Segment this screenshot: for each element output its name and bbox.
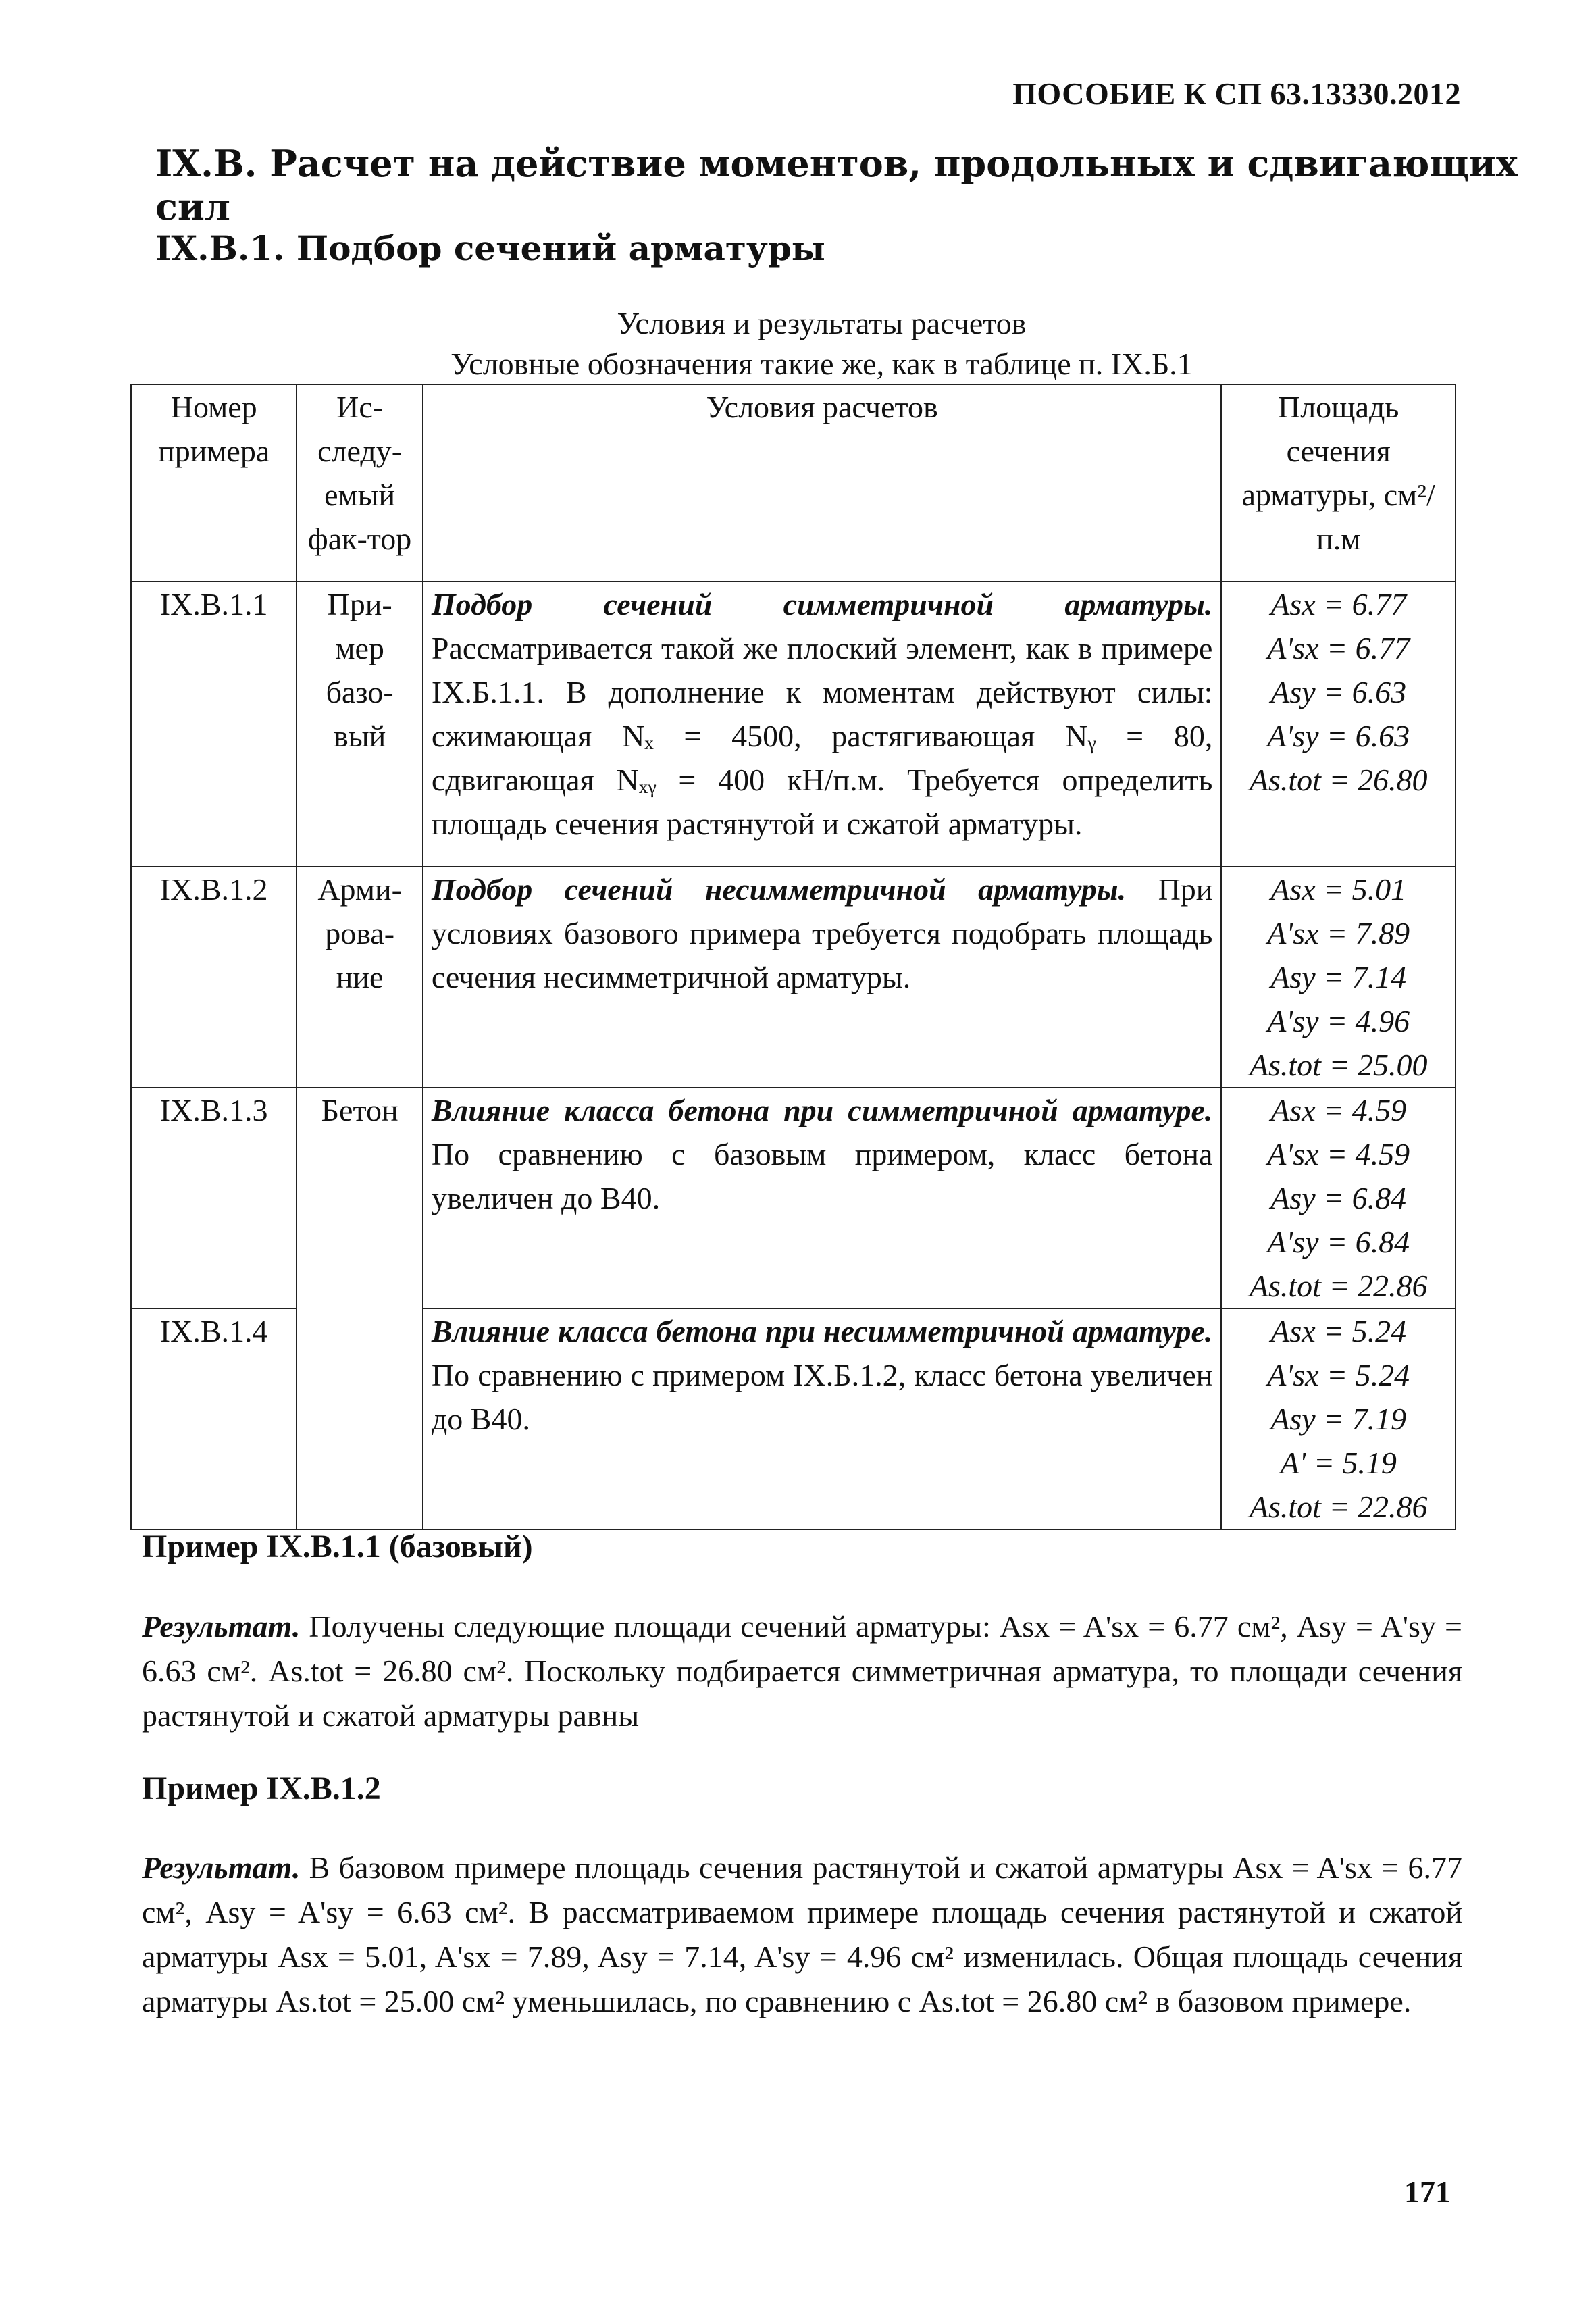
- result-value: A'sx = 5.24: [1267, 1358, 1410, 1392]
- results-cell: [1221, 1308, 1456, 1529]
- result-value: A'sx = 4.59: [1267, 1137, 1410, 1171]
- conditions-text: По сравнению с примером IX.Б.1.2, класс бетона увеличен до В40.: [431, 1358, 1213, 1436]
- example-id: IX.B.1.2: [131, 867, 297, 1088]
- conditions-text: По сравнению с базовым примером, класс бетона увеличен до В40.: [431, 1137, 1213, 1215]
- conditions-title: Подбор сечений симметричной арматуры.: [431, 587, 1213, 621]
- header-conditions: Условия расчетов: [423, 384, 1222, 582]
- table-note: [0, 346, 1596, 382]
- result-label: Результат.: [142, 1850, 301, 1885]
- table-caption-text: Условия и результаты расчетов: [617, 306, 1027, 340]
- result-value: Asx = 4.59: [1270, 1093, 1407, 1127]
- conditions-cell: [423, 1308, 1222, 1529]
- section-heading: IX.B. Расчет на действие моментов, продольных и сдвигающих сил: [155, 142, 1518, 228]
- table-note-text: Условные обозначения такие же, как в таблице п. IX.Б.1: [451, 347, 1193, 381]
- table-row: [131, 582, 1456, 867]
- factor-cell: При-мер базо-вый: [297, 582, 423, 867]
- conditions-title: Влияние класса бетона при несимметричной арматуре.: [431, 1314, 1213, 1348]
- result-value: As.tot = 22.86: [1249, 1490, 1428, 1524]
- factor-cell: Бетон: [297, 1088, 423, 1529]
- table-row: [131, 867, 1456, 1088]
- result-value: Asy = 6.63: [1270, 675, 1407, 709]
- conditions-text: При условиях базового примера требуется подобрать площадь сечения несимметричной арматуры.: [431, 872, 1213, 994]
- result-value: A' = 5.19: [1280, 1446, 1397, 1480]
- result-label: Результат.: [142, 1609, 301, 1644]
- table-header-row: [131, 384, 1456, 582]
- result-text: В базовом примере площадь сечения растянутой и сжатой арматуры Asx = A'sx = 6.77 см², Asy = A'sy = 6.63 см². В рассматриваемом примере площадь сечения растянутой и сжатой арматуры Asx = 5.01, A'sx = 7.89, Asy = 7.14, A'sy = 4.96 см² изменилась. Общая площадь сечения арматуры As.tot = 25.00 см² уменьшилась, по сравнению с As.tot = 26.80 см² в базовом примере.: [142, 1850, 1462, 2018]
- table-row: [131, 1088, 1456, 1308]
- result-value: Asy = 7.14: [1270, 960, 1407, 994]
- example-heading: Пример IX.B.1.1 (базовый): [142, 1529, 533, 1565]
- conditions-cell: [423, 582, 1222, 867]
- results-cell: [1221, 1088, 1456, 1308]
- conditions-text: Рассматривается такой же плоский элемент, как в примере IX.Б.1.1. В дополнение к моментам действуют силы: сжимающая Nₓ = 4500, растягивающая Nᵧ = 80, сдвигающая Nₓᵧ = 400 кН/п.м. Требуется определить площадь сечения растянутой и сжатой арматуры.: [431, 631, 1213, 841]
- example-id: IX.B.1.1: [131, 582, 297, 867]
- results-cell: [1221, 867, 1456, 1088]
- result-value: Asx = 5.24: [1270, 1314, 1407, 1348]
- result-value: As.tot = 22.86: [1249, 1269, 1428, 1303]
- example-result-paragraph: [142, 1604, 1462, 1738]
- header-area: Площадь сечения арматуры, см²/п.м: [1221, 384, 1456, 582]
- factor-cell: Арми-рова-ние: [297, 867, 423, 1088]
- result-value: A'sy = 4.96: [1267, 1004, 1410, 1038]
- result-value: As.tot = 25.00: [1249, 1048, 1428, 1082]
- page-number: 171: [1404, 2175, 1451, 2209]
- results-table: [130, 384, 1456, 1530]
- conditions-title: Влияние класса бетона при симметричной арматуре.: [431, 1093, 1213, 1127]
- result-value: A'sy = 6.63: [1267, 719, 1410, 753]
- table-caption: [0, 305, 1596, 341]
- example-id: IX.B.1.3: [131, 1088, 297, 1308]
- result-value: Asy = 6.84: [1270, 1181, 1407, 1215]
- result-value: A'sx = 7.89: [1267, 916, 1410, 950]
- result-value: A'sx = 6.77: [1267, 631, 1410, 665]
- subsection-heading: IX.B.1. Подбор сечений арматуры: [155, 228, 825, 268]
- result-value: As.tot = 26.80: [1249, 763, 1428, 797]
- conditions-cell: [423, 867, 1222, 1088]
- header-example-number: Номер примера: [131, 384, 297, 582]
- conditions-title: Подбор сечений несимметричной арматуры.: [431, 872, 1127, 907]
- result-value: A'sy = 6.84: [1267, 1225, 1410, 1259]
- conditions-cell: [423, 1088, 1222, 1308]
- result-value: Asx = 6.77: [1270, 587, 1407, 621]
- results-cell: [1221, 582, 1456, 867]
- result-text: Получены следующие площади сечений арматуры: Asx = A'sx = 6.77 см², Asy = A'sy = 6.63 см². As.tot = 26.80 см². Поскольку подбирается симметричная арматура, то площади сечения растянутой и сжатой арматуры равны: [142, 1609, 1462, 1733]
- running-header: ПОСОБИЕ К СП 63.13330.2012: [1012, 76, 1461, 111]
- result-value: Asx = 5.01: [1270, 872, 1407, 907]
- example-heading: Пример IX.B.1.2: [142, 1771, 381, 1806]
- header-factor: Ис-следу-емый фак-тор: [297, 384, 423, 582]
- example-id: IX.B.1.4: [131, 1308, 297, 1529]
- example-result-paragraph: [142, 1846, 1462, 2024]
- result-value: Asy = 7.19: [1270, 1402, 1407, 1436]
